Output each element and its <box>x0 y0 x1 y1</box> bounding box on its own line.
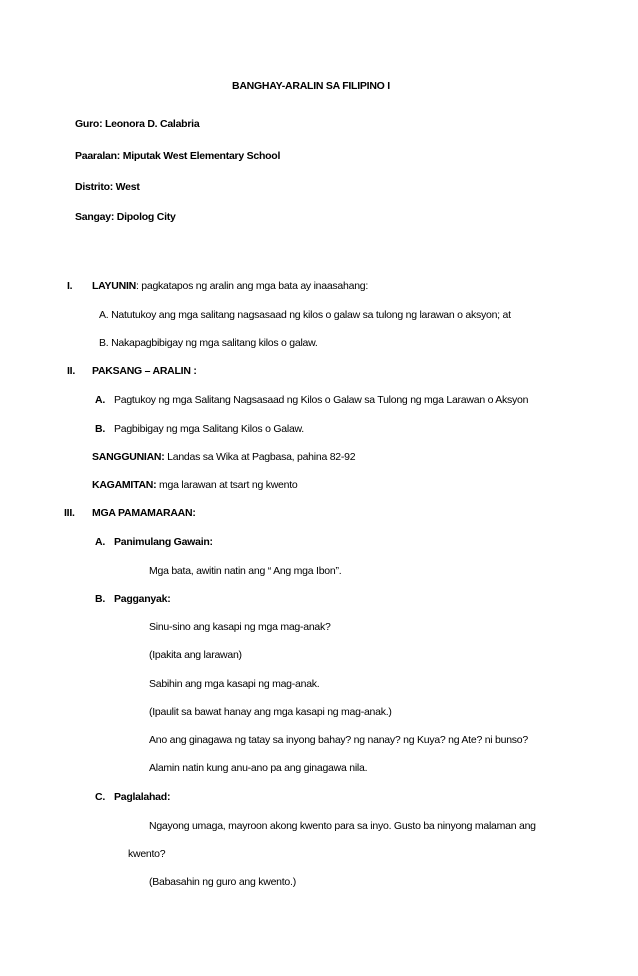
paksa-item-b-letter: B. <box>95 423 105 435</box>
panimulang-line: Mga bata, awitin natin ang “ Ang mga Ibon”. <box>149 565 342 577</box>
pagganyak-line-3: Sabihin ang mga kasapi ng mag-anak. <box>149 678 320 690</box>
layunin-item-a: A. Natutukoy ang mga salitang nagsasaad ng kilos o galaw sa tulong ng larawan o aksyon; at <box>99 309 511 321</box>
section-numeral-2: II. <box>67 365 76 377</box>
header-paaralan: Paaralan: Miputak West Elementary School <box>75 150 281 162</box>
pagganyak-line-5: Ano ang ginagawa ng tatay sa inyong bahay? ng nanay? ng Kuya? ng Ate? ni bunso? <box>149 734 528 746</box>
paksa-item-a-letter: A. <box>95 394 105 406</box>
kagamitan-line <box>92 478 297 492</box>
pagganyak-line-6: Alamin natin kung anu-ano pa ang ginagawa nila. <box>149 762 368 774</box>
pagganyak-letter: B. <box>95 593 105 605</box>
document-title: BANGHAY-ARALIN SA FILIPINO I <box>232 80 390 92</box>
layunin-item-b: B. Nakapagbibigay ng mga salitang kilos o galaw. <box>99 337 318 349</box>
sanggunian-text: Landas sa Wika at Pagbasa, pahina 82-92 <box>164 451 356 463</box>
paksa-item-b: Pagbibigay ng mga Salitang Kilos o Galaw. <box>114 423 304 435</box>
panimulang-heading: Panimulang Gawain: <box>114 536 213 548</box>
section-numeral-3: III. <box>64 507 75 519</box>
paglalahad-line-3: (Babasahin ng guro ang kwento.) <box>149 876 296 888</box>
paksang-aralin-heading: PAKSANG – ARALIN : <box>92 365 197 377</box>
paglalahad-heading: Paglalahad: <box>114 791 171 803</box>
pagganyak-line-2: (Ipakita ang larawan) <box>149 649 242 661</box>
kagamitan-text: mga larawan at tsart ng kwento <box>156 479 298 491</box>
pagganyak-line-4: (Ipaulit sa bawat hanay ang mga kasapi ng mag-anak.) <box>149 706 392 718</box>
pagganyak-heading: Pagganyak: <box>114 593 171 605</box>
paksa-item-a: Pagtukoy ng mga Salitang Nagsasaad ng Kilos o Galaw sa Tulong ng mga Larawan o Aksyon <box>114 394 529 406</box>
section-numeral-1: I. <box>67 280 73 292</box>
pamamaraan-heading: MGA PAMAMARAAN: <box>92 507 196 519</box>
kagamitan-label: KAGAMITAN: <box>92 479 157 491</box>
panimulang-letter: A. <box>95 536 105 548</box>
paglalahad-line-1: Ngayong umaga, mayroon akong kwento para sa inyo. Gusto ba ninyong malaman ang <box>149 820 536 832</box>
sanggunian-label: SANGGUNIAN: <box>92 451 165 463</box>
layunin-heading: LAYUNIN <box>92 280 136 292</box>
header-sangay: Sangay: Dipolog City <box>75 211 176 223</box>
sanggunian-line <box>92 450 355 464</box>
header-guro: Guro: Leonora D. Calabria <box>75 118 200 130</box>
paglalahad-line-2: kwento? <box>128 848 166 860</box>
layunin-line <box>92 279 368 293</box>
header-distrito: Distrito: West <box>75 181 140 193</box>
layunin-text: : pagkatapos ng aralin ang mga bata ay inaasahang: <box>135 280 369 292</box>
paglalahad-letter: C. <box>95 791 105 803</box>
pagganyak-line-1: Sinu-sino ang kasapi ng mga mag-anak? <box>149 621 331 633</box>
